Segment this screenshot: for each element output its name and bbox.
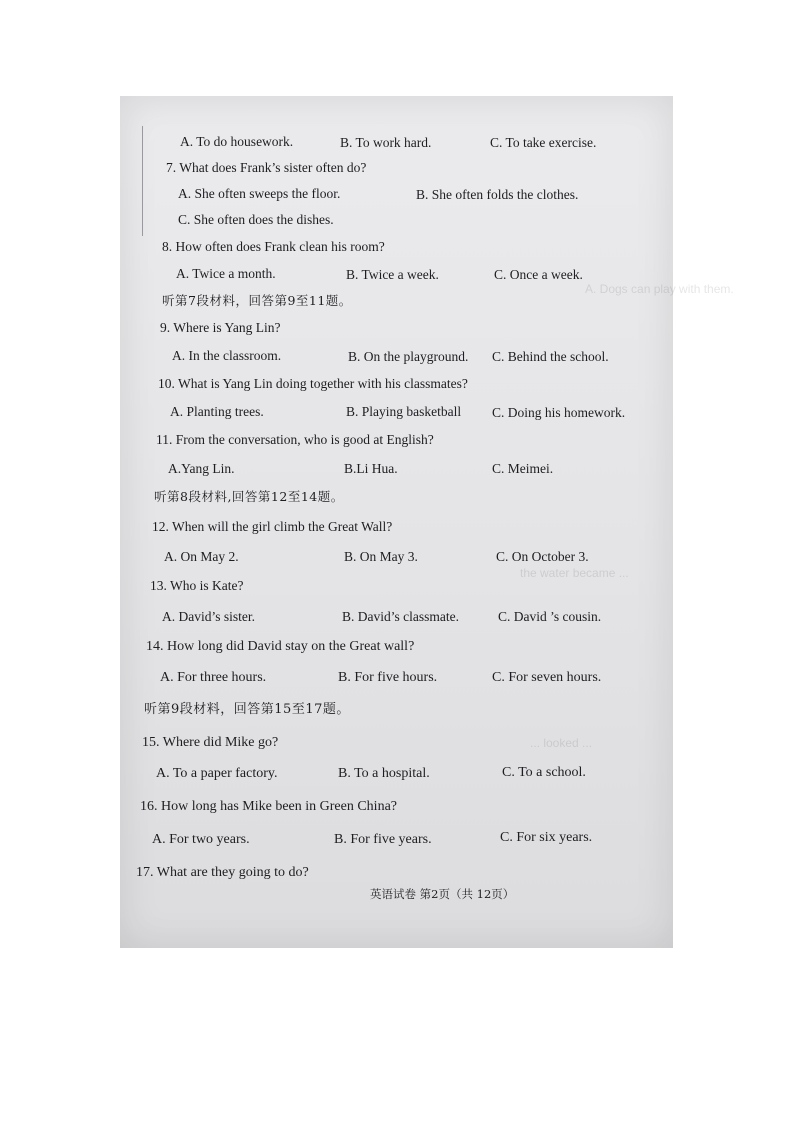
option-q7-c: C. She often does the dishes. [178,212,334,227]
option-q13-a: A. David’s sister. [162,609,255,624]
option-q10-c: C. Doing his homework. [492,405,626,420]
option-q12-c: C. On October 3. [496,549,589,564]
option-q6-a: A. To do housework. [180,134,294,149]
question-15: 15. Where did Mike go? [142,735,279,750]
option-q11-a: A.Yang Lin. [168,461,235,476]
option-q6-b: B. To work hard. [340,135,432,150]
option-q6-c: C. To take exercise. [490,135,597,150]
option-q13-c: C. David ’s cousin. [498,609,602,624]
section-heading-7: 听第7段材料，回答第9至11题。 [162,293,352,308]
option-q10-a: A. Planting trees. [170,404,264,419]
show-through-text: the water became ... [520,566,629,580]
question-9: 9. Where is Yang Lin? [160,320,281,335]
option-q12-a: A. On May 2. [164,549,239,564]
option-q7-b: B. She often folds the clothes. [416,187,579,202]
option-q16-a: A. For two years. [152,832,250,847]
question-14: 14. How long did David stay on the Great wall? [146,639,415,654]
option-q8-b: B. Twice a week. [346,267,439,282]
section-heading-9: 听第9段材料，回答第15至17题。 [144,702,350,717]
question-7: 7. What does Frank’s sister often do? [166,160,367,175]
option-q14-c: C. For seven hours. [492,670,602,685]
question-13: 13. Who is Kate? [150,578,244,593]
option-q16-c: C. For six years. [500,830,593,845]
section-heading-8: 听第8段材料,回答第12至14题。 [154,489,344,504]
option-q9-a: A. In the classroom. [172,348,282,363]
option-q15-b: B. To a hospital. [338,766,430,781]
question-11: 11. From the conversation, who is good at English? [156,432,434,447]
option-q9-c: C. Behind the school. [492,349,609,364]
option-q8-a: A. Twice a month. [176,266,276,281]
question-16: 16. How long has Mike been in Green China? [140,799,397,814]
option-q15-c: C. To a school. [502,765,586,780]
option-q10-b: B. Playing basketball [346,404,462,419]
question-17: 17. What are they going to do? [136,865,309,880]
margin-rule [142,126,143,236]
option-q12-b: B. On May 3. [344,549,418,564]
option-q11-b: B.Li Hua. [344,461,398,476]
option-q14-b: B. For five hours. [338,670,438,685]
question-12: 12. When will the girl climb the Great Wall? [152,519,393,534]
option-q9-b: B. On the playground. [348,349,469,364]
page-footer: 英语试卷 第2页（共 12页） [370,887,515,901]
question-8: 8. How often does Frank clean his room? [162,239,385,254]
show-through-text: A. Dogs can play with them. [585,282,734,296]
option-q14-a: A. For three hours. [160,670,267,685]
option-q15-a: A. To a paper factory. [156,766,278,781]
option-q13-b: B. David’s classmate. [342,609,459,624]
option-q7-a: A. She often sweeps the floor. [178,186,341,201]
option-q16-b: B. For five years. [334,832,432,847]
question-10: 10. What is Yang Lin doing together with his classmates? [158,376,468,391]
exam-page [120,96,734,948]
option-q11-c: C. Meimei. [492,461,554,476]
show-through-text: ... looked ... [530,736,593,750]
option-q8-c: C. Once a week. [494,267,583,282]
